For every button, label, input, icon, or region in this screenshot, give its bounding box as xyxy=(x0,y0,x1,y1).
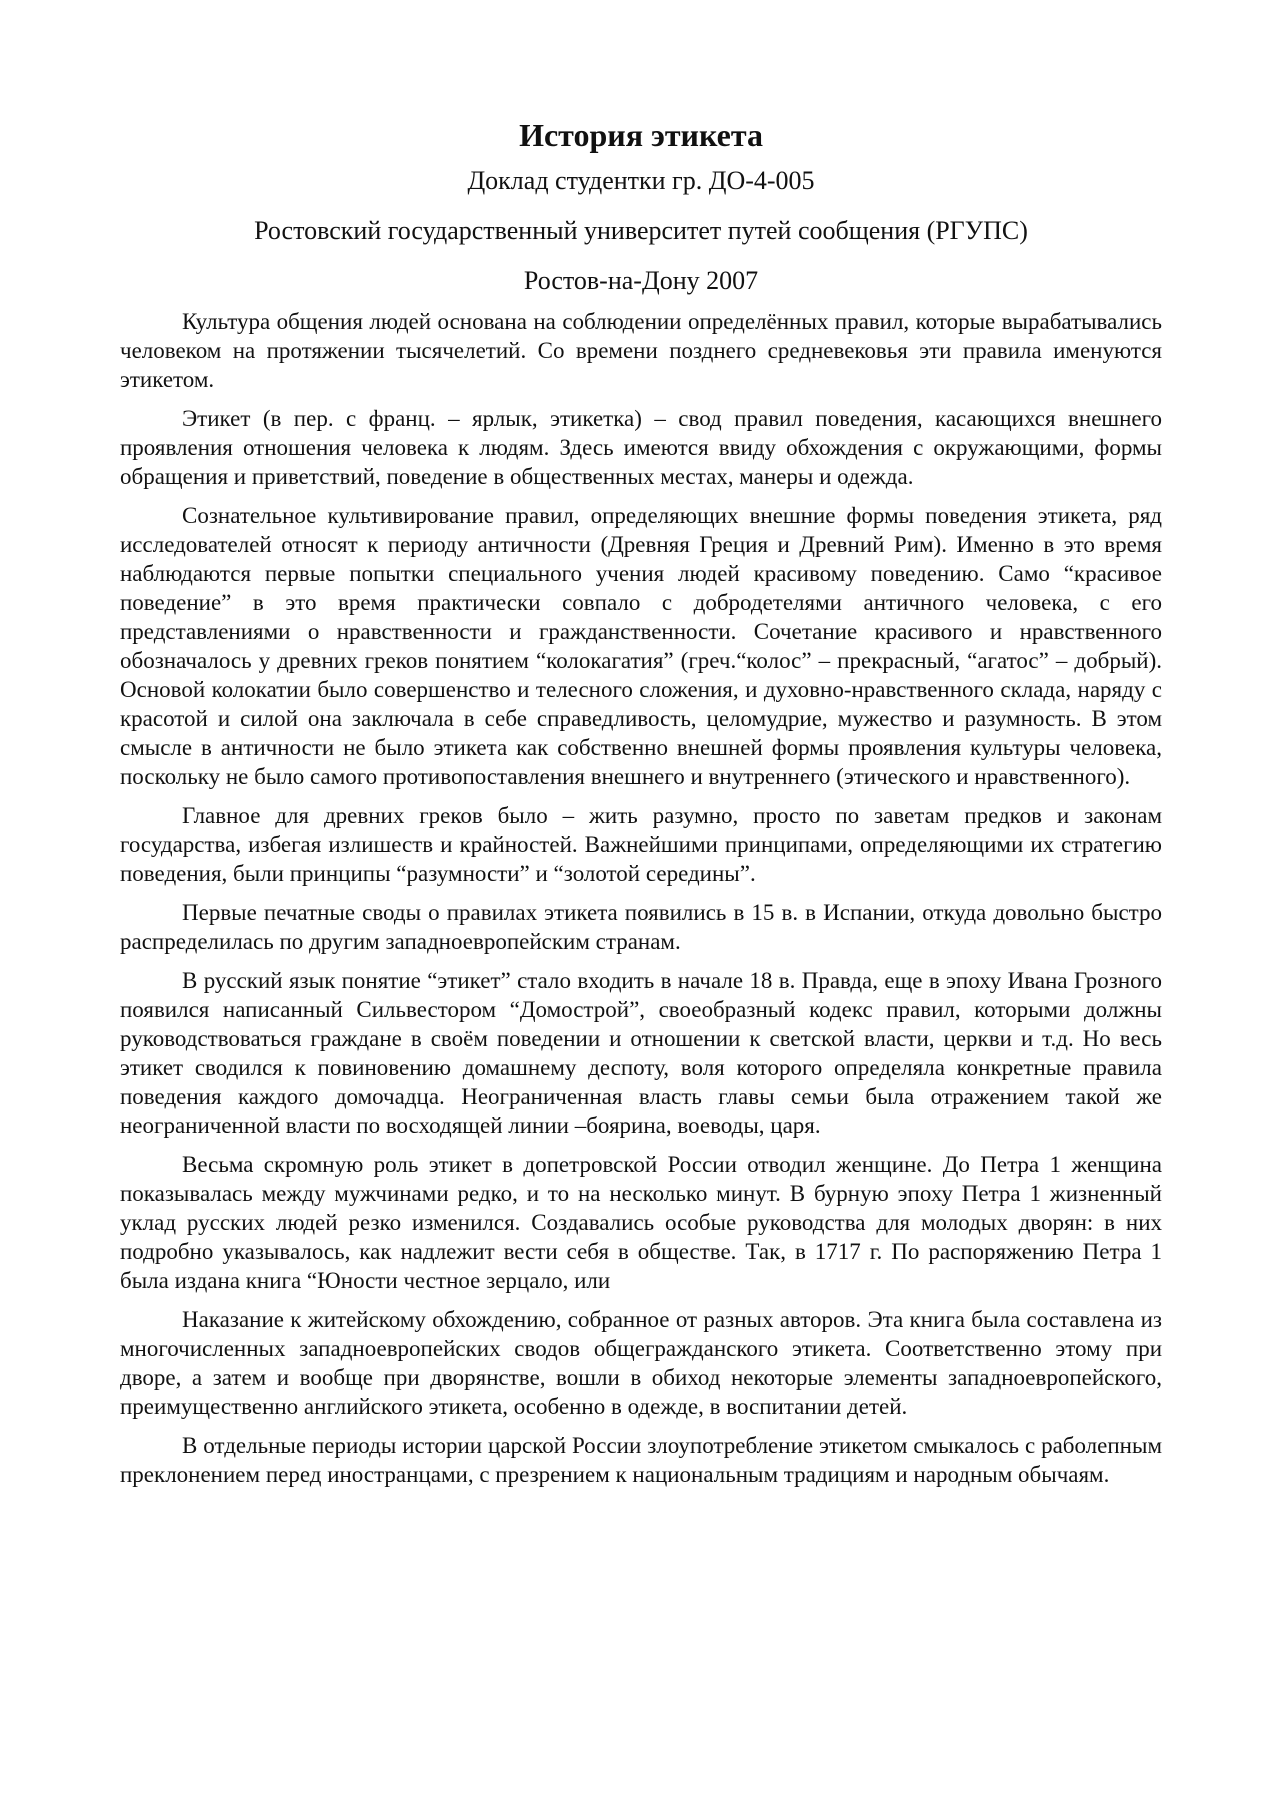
document-page xyxy=(120,115,1162,1499)
paragraph-3: Сознательное культивирование правил, определяющих внешние формы поведения этикета, ряд исследователей относят к периоду античности (Древняя Греция и Древний Рим). Именно в это время наблюдаются первые попытки специального учения людей красивому поведению. Само “красивое поведение” в это время практически совпало с добродетелями античного человека, с его представлениями о нравственности и гражданственности. Сочетание красивого и нравственного обозначалось у древних греков понятием “колокагатия” (греч.“колос” – прекрасный, “агатос” – добрый). Основой колокатии было совершенство и телесного сложения, и духовно-нравственного склада, наряду с красотой и силой она заключала в себе справедливость, целомудрие, мужество и разумность. В этом смысле в античности не было этикета как собственно внешней формы проявления культуры человека, поскольку не было самого противопоставления внешнего и внутреннего (этического и нравственного). xyxy=(120,503,1162,789)
paragraph-1: Культура общения людей основана на соблюдении определённых правил, которые вырабатывались человеком на протяжении тысячелетий. Со времени позднего средневековья эти правила именуются этикетом. xyxy=(120,309,1162,392)
report-author-line: Доклад студентки гр. ДО-4-005 xyxy=(467,166,815,195)
paragraph-4: Главное для древних греков было – жить разумно, просто по заветам предков и законам государства, избегая излишеств и крайностей. Важнейшими принципами, определяющими их стратегию поведения, были принципы “разумности” и “золотой середины”. xyxy=(120,803,1162,886)
university-line: Ростовский государственный университет путей сообщения (РГУПС) xyxy=(254,216,1028,245)
paragraph-2: Этикет (в пер. с франц. – ярлык, этикетка) – свод правил поведения, касающихся внешнего проявления отношения человека к людям. Здесь имеются ввиду обхождения с окружающими, формы обращения и приветствий, поведение в общественных местах, манеры и одежда. xyxy=(120,406,1162,489)
paragraph-7: Весьма скромную роль этикет в допетровской России отводил женщине. До Петра 1 женщина показывалась между мужчинами редко, и то на несколько минут. В бурную эпоху Петра 1 жизненный уклад русских людей резко изменился. Создавались особые руководства для молодых дворян: в них подробно указывалось, как надлежит вести себя в обществе. Так, в 1717 г. По распоряжению Петра 1 была издана книга “Юности честное зерцало, или xyxy=(120,1152,1162,1293)
paragraph-8: Наказание к житейскому обхождению, собранное от разных авторов. Эта книга была составлена из многочисленных западноевропейских сводов общегражданского этикета. Соответственно этому при дворе, а затем и вообще при дворянстве, вошли в обиход некоторые элементы западноевропейского, преимущественно английского этикета, особенно в одежде, в воспитании детей. xyxy=(120,1307,1162,1419)
paragraph-5: Первые печатные своды о правилах этикета появились в 15 в. в Испании, откуда довольно быстро распределилась по другим западноевропейским странам. xyxy=(120,900,1162,954)
city-year-line: Ростов-на-Дону 2007 xyxy=(523,266,759,295)
paragraph-9: В отдельные периоды истории царской России злоупотребление этикетом смыкалось с раболепным преклонением перед иностранцами, с презрением к национальным традициям и народным обычаям. xyxy=(120,1433,1162,1487)
paragraph-6: В русский язык понятие “этикет” стало входить в начале 18 в. Правда, еще в эпоху Ивана Грозного появился написанный Сильвестором “Домострой”, своеобразный кодекс правил, которыми должны руководствоваться граждане в своём поведении и отношении к светской власти, церкви и т.д. Но весь этикет сводился к повиновению домашнему деспоту, воля которого определяла конкретные правила поведения каждого домочадца. Неограниченная власть главы семьи была отражением такой же неограниченной власти по восходящей линии –боярина, воеводы, царя. xyxy=(120,968,1162,1138)
document-title: История этикета xyxy=(519,117,763,153)
